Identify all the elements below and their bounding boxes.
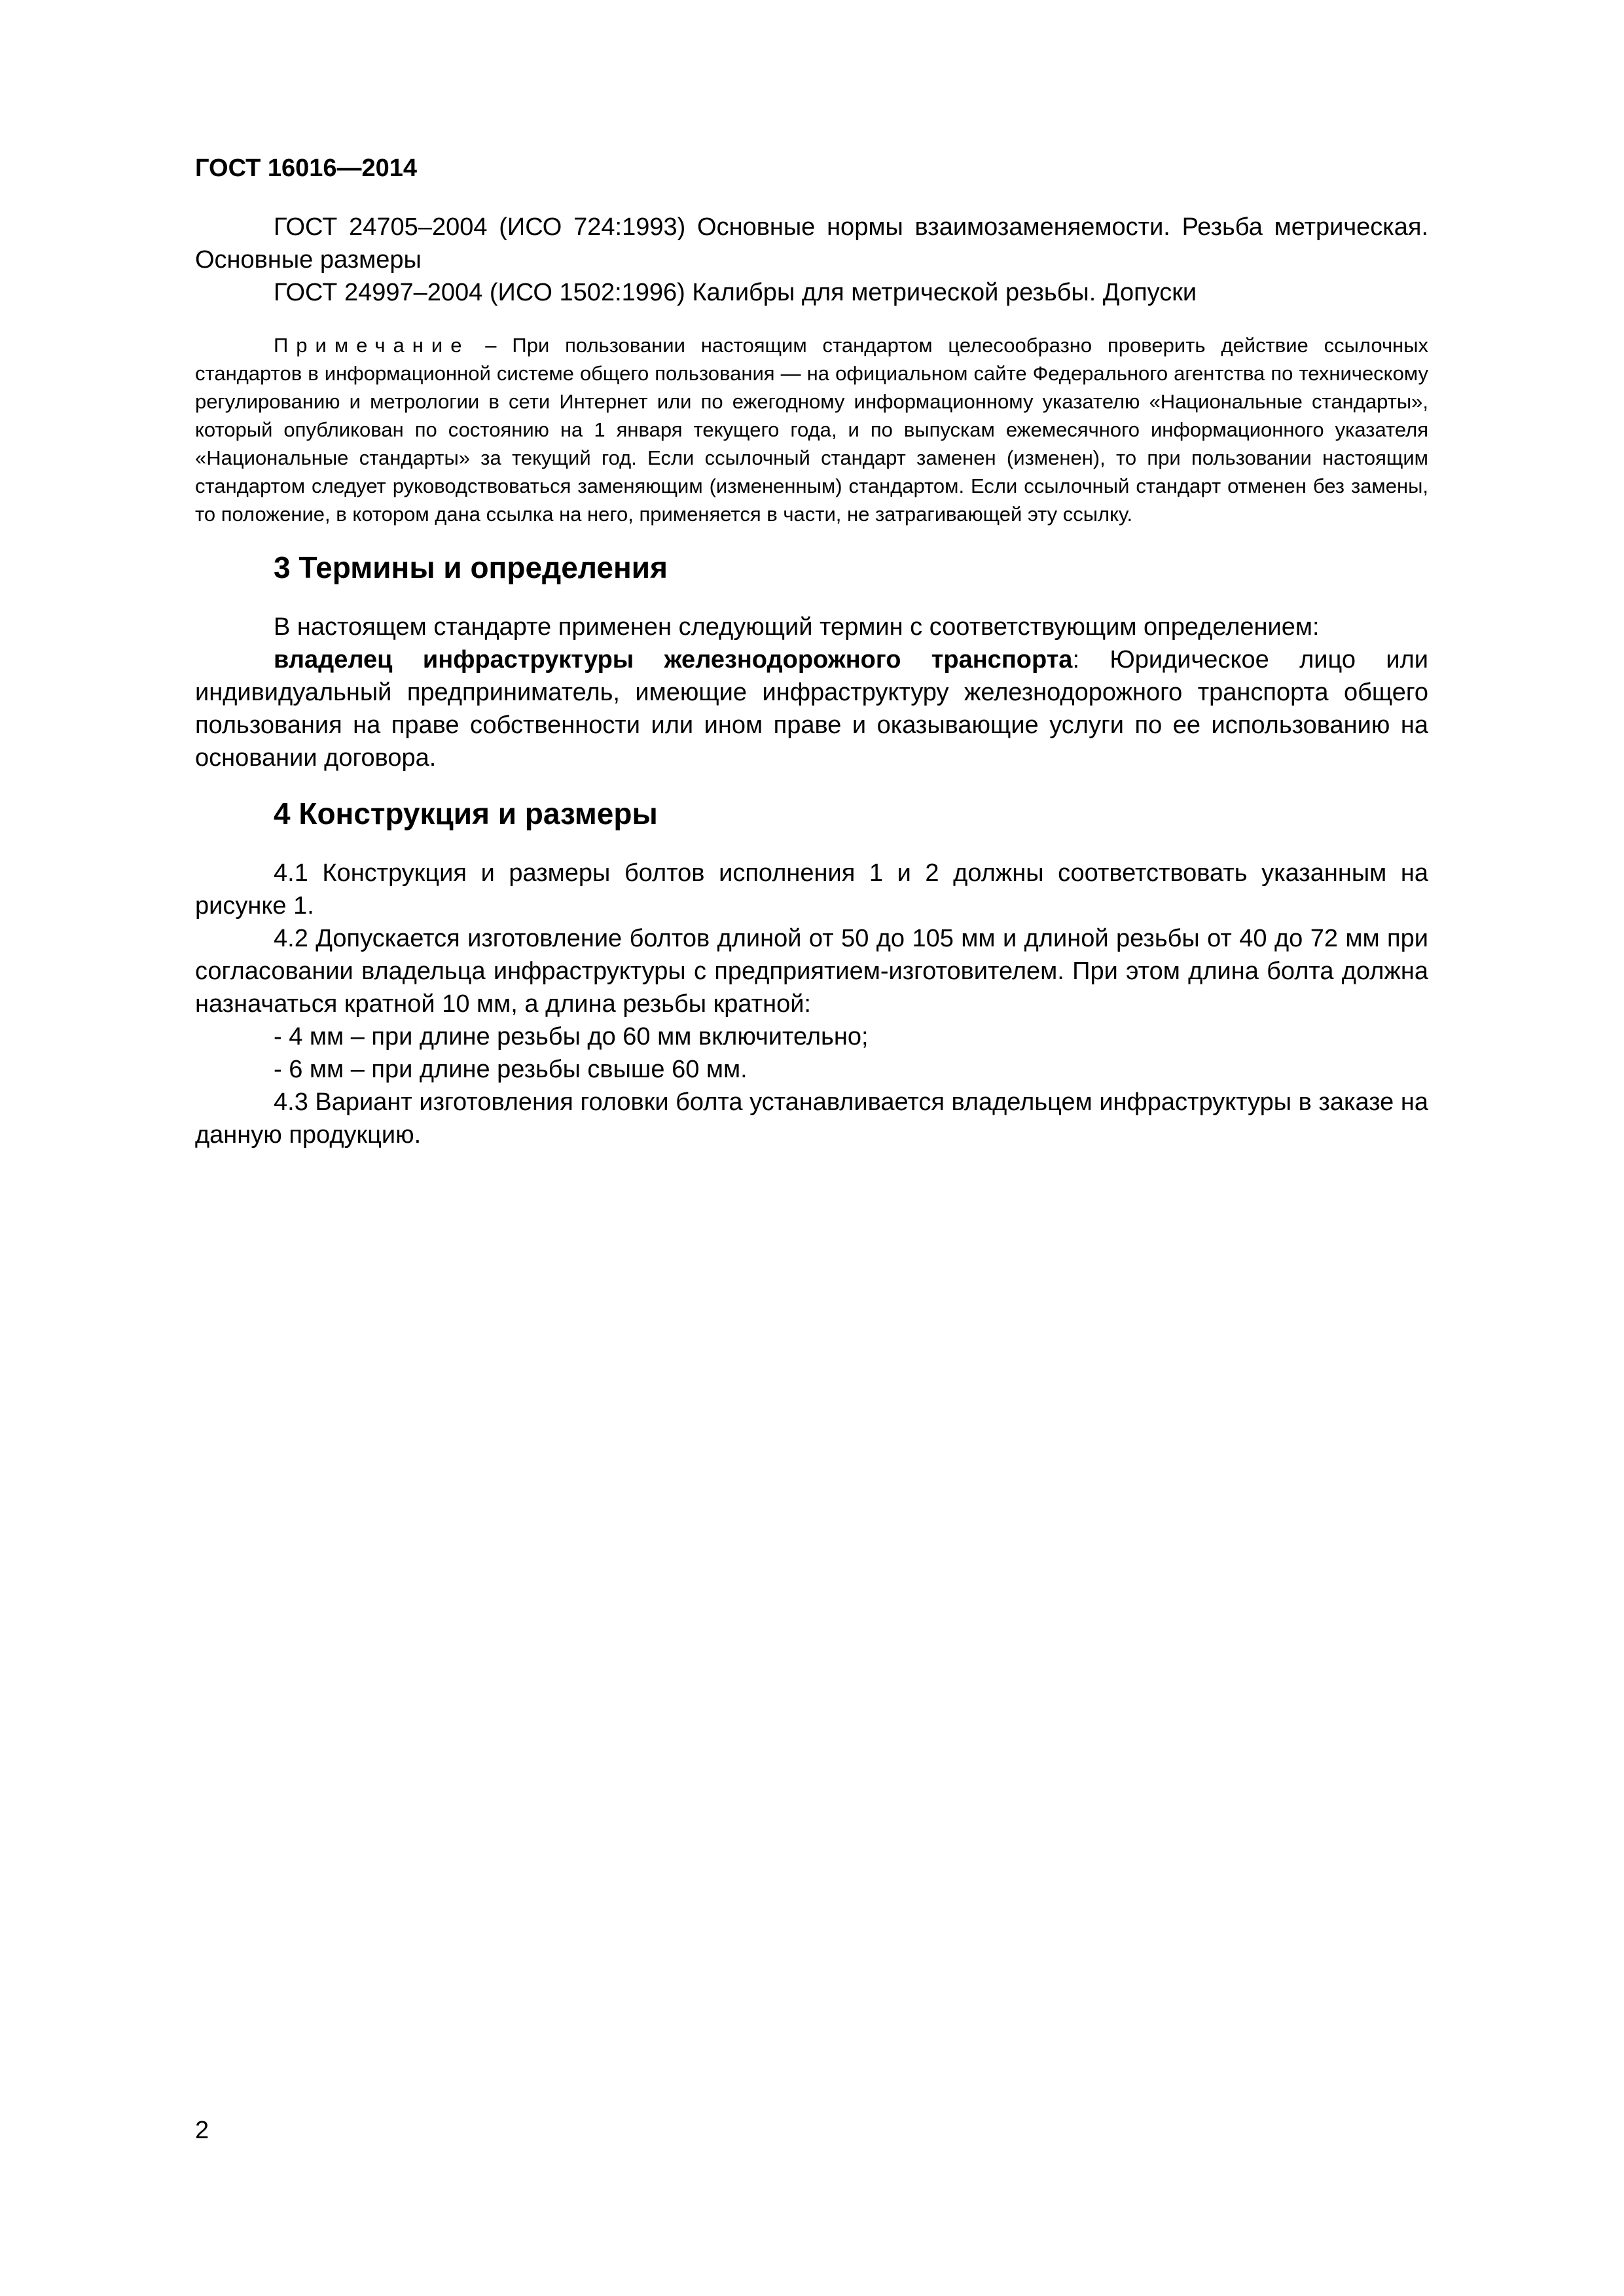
clause-4-3: 4.3 Вариант изготовления головки болта устанавливается владельцем инфраструктуры в заказе на данную продукцию. xyxy=(195,1088,1428,1149)
page-number: 2 xyxy=(195,2117,209,2144)
clause-4-1: 4.1 Конструкция и размеры болтов исполнения 1 и 2 должны соответствовать указанным на рисунке 1. xyxy=(195,859,1428,920)
reference-gost-24997: ГОСТ 24997–2004 (ИСО 1502:1996) Калибры для метрической резьбы. Допуски xyxy=(274,279,1197,306)
clause-4-2: 4.2 Допускается изготовление болтов длиной от 50 до 105 мм и длиной резьбы от 40 до 72 мм при согласовании владельца инфраструктуры с предприятием-изготовителем. При этом длина болта должна назначаться кратной 10 мм, а длина резьбы кратной: xyxy=(195,925,1428,1018)
page-content xyxy=(195,211,1428,1151)
clause-4-2-item-1: - 4 мм – при длине резьбы до 60 мм включительно; xyxy=(274,1023,869,1050)
section-3-heading: 3 Термины и определения xyxy=(274,550,668,584)
note-text: – При пользовании настоящим стандартом целесообразно проверить действие ссылочных стандартов в информационной системе общего пользования — на официальном сайте Федерального агентства по техническому регулированию и метрологии в сети Интернет или по ежегодному информационному указателю «Национальные стандарты», который опубликован по состоянию на 1 января текущего года, и по выпускам ежемесячного информационного указателя «Национальные стандарты» за текущий год. Если ссылочный стандарт заменен (изменен), то при пользовании настоящим стандартом следует руководствоваться заменяющим (измененным) стандартом. Если ссылочный стандарт отменен без замены, то положение, в котором дана ссылка на него, применяется в части, не затрагивающей эту ссылку. xyxy=(195,334,1428,526)
reference-gost-24705: ГОСТ 24705–2004 (ИСО 724:1993) Основные нормы взаимозаменяемости. Резьба метрическая. Основные размеры xyxy=(195,213,1428,274)
note-label: Примечание xyxy=(274,334,470,357)
section-4-heading: 4 Конструкция и размеры xyxy=(274,797,658,831)
term-name: владелец инфраструктуры железнодорожного транспорта xyxy=(274,646,1073,673)
term-definition-text: : Юридическое лицо или индивидуальный предприниматель, имеющие инфраструктуру железнодорожного транспорта общего пользования на праве собственности или ином праве и оказывающие услуги по ее использованию на основании договора. xyxy=(195,646,1428,772)
document-code-header: ГОСТ 16016—2014 xyxy=(195,154,418,182)
clause-4-2-item-2: - 6 мм – при длине резьбы свыше 60 мм. xyxy=(274,1056,748,1083)
reference-note xyxy=(195,331,1428,528)
term-definition xyxy=(195,643,1428,774)
section-3-intro: В настоящем стандарте применен следующий термин с соответствующим определением: xyxy=(274,613,1320,641)
